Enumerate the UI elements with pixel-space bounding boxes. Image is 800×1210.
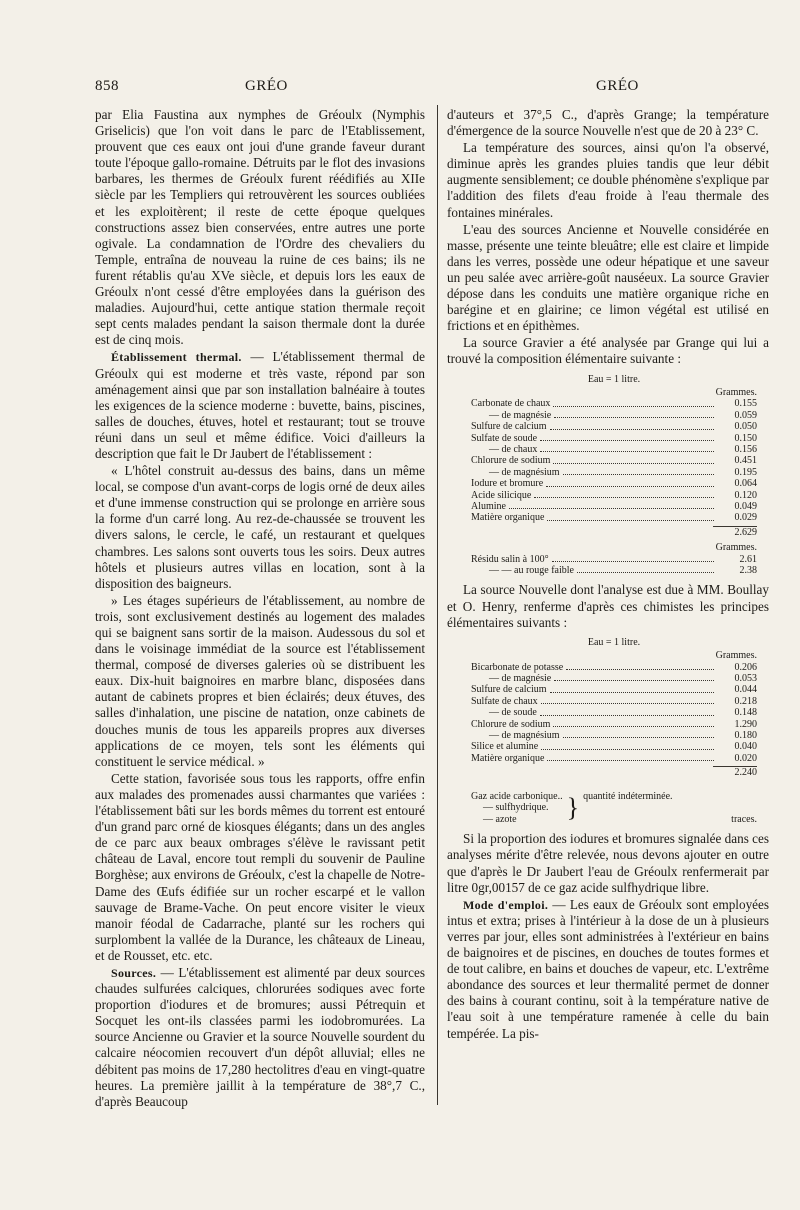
paragraph: Cette station, favorisée sous tous les rapports, offre enfin aux malades des promenades aussi charmantes que variées : l'établissement bâti sur les bords mêmes du torrent est entouré d'un grand parc orné de kiosques élégants; dans un des angles de ce parc aux beaux ombrages s'élève le ravissant petit château de Laval, encore tout rempli du souvenir de Pauline Borghèse; aux environs de Gréoulx, c'est la chapelle de Notre-Dame des Œufs édifiée sur un rocher escarpé et le vallon sauvage de Brame-Vache. On peut encore visiter le vieux manoir féodal de Cadarrache, planté sur les rochers qui surplombent la vallée de la Durance, les châteaux de Lineau, et de Rousset, etc. etc. [95,770,425,963]
table-cell-name: — de magnésie [489,672,552,684]
page-number: 858 [95,78,119,94]
table-row [471,730,757,741]
leader-dots [552,561,714,562]
table-row [471,490,757,501]
table-cell-name: Chlorure de sodium [471,718,551,730]
table-cell-value: 0.180 [734,729,757,741]
table-unit: Grammes. [715,650,757,662]
column-divider [437,105,438,1105]
table-cell-name: — de chaux [489,443,538,455]
paragraph: La source Nouvelle dont l'analyse est due à MM. Boullay et O. Henry, renferme d'après ces chimistes les principes élémentaires suivants : [447,582,769,630]
table-cell-name: Matière organique [471,752,545,764]
right-running-title: GRÉO [596,78,639,94]
table-cell-value: 0.218 [734,695,757,707]
table-cell-value: 2.61 [739,553,757,565]
table-unit: Grammes. [715,386,757,398]
table-row [471,398,757,409]
table-cell-name: Sulfure de calcium [471,684,547,696]
section-heading: Établissement thermal. [111,350,242,365]
table-cell-name: Sulfate de chaux [471,695,538,707]
table-row [471,512,757,523]
table-unit: Grammes. [715,542,757,554]
leader-dots [553,726,714,727]
paragraph: La source Gravier a été analysée par Grange qui lui a trouvé la composition élémentaire suivante : [447,335,769,367]
table-row [471,444,757,455]
table-cell-name: Résidu salin à 100° [471,553,549,565]
leader-dots [553,406,714,407]
table-total: 2.629 [713,526,757,538]
right-column [447,107,769,1042]
table-row [471,719,757,730]
table-cell-name: Alumine [471,500,506,512]
table-cell-value: 0.059 [734,409,757,421]
analysis-table-gravier [471,374,757,577]
leader-dots [541,749,714,750]
table-row [471,410,757,421]
gas-entries [471,791,757,826]
table-row [471,707,757,718]
table-cell-name: Chlorure de sodium [471,455,551,467]
table-cell-name: Acide silicique [471,489,532,501]
section-heading: Mode d'emploi. [463,897,549,912]
paragraph: d'auteurs et 37°,5 C., d'après Grange; la température d'émergence de la source Nouvelle n'est que de 20 à 23° C. [447,107,769,139]
table-cell-value: 2.38 [739,565,757,576]
section-heading: Sources. [111,965,157,980]
table-row [471,662,757,673]
table-cell-name: — — au rouge faible [489,565,574,576]
table-row [471,673,757,684]
paragraph: La température des sources, ainsi qu'on l'a observé, diminue après les grandes pluies tandis que leur débit augmente sensiblement; ce double phénomène s'explique par l'addition des filets d'eau froide à l'eau thermale des fontaines minérales. [447,140,769,220]
table-cell-value: 0.020 [734,752,757,764]
paragraph: Mode d'emploi. — Les eaux de Gréoulx sont employées intus et extra; prises à l'intérieur à la dose de un à plusieurs verres par jour, elles sont administrées à l'extérieur en bains de baignoires et de piscines, en douches de toutes formes et de tout calibre, en bains et douches de vapeur, etc. L'extrême abondance des sources et leur thermalité permet de donner des bains à courant continu, soit à la température native de l'eau soit à une température ramenée à celle du bain tempérée. La pis- [447,896,769,1041]
table-row [471,433,757,444]
table-cell-value: 0.195 [734,466,757,478]
gas-note: quantité indéterminée. [583,790,673,802]
table-total: 2.240 [713,766,757,778]
table-cell-name: — de magnésium [489,466,560,478]
table-cell-value: 0.029 [734,512,757,524]
leader-dots [554,680,714,681]
table-cell-name: — de magnésium [489,729,560,741]
gas-note: traces. [731,813,757,825]
table-row [471,455,757,466]
table-row [471,478,757,489]
table-cell-name: Iodure et bromure [471,478,544,490]
paragraph: » Les étages supérieurs de l'établissement, au nombre de trois, sont exclusivement destinés au logement des malades qui se baignent sans sortir de la maison. Audessous du sol et dans le voisinage immédiat de la source est l'établissement thermal, composé de diverses galeries où se distribuent les eaux. Dix-huit baignoires en marbre blanc, disposées dans autant de cabinets propres et bien éclairés; deux étuves, des salles d'inhalation, une piscine de natation, onze cabinets de douches munis de tous les appareils propres aux diverses applications de ce moyen, tels sont les éléments qui constituent le service médical. » [95,592,425,769]
table-cell-value: 0.155 [734,398,757,410]
table-cell-name: Silice et alumine [471,741,539,753]
leader-dots [563,474,714,475]
leader-dots [554,417,714,418]
table-row [471,501,757,512]
analysis-table-nouvelle [471,637,757,826]
leader-dots [540,715,714,716]
table-cell-value: 0.050 [734,421,757,433]
table-cell-name: Bicarbonate de potasse [471,661,564,673]
table-cell-value: 0.150 [734,432,757,444]
leader-dots [550,692,714,693]
gas-name: — sulfhydrique. [483,802,549,814]
table-row [471,753,757,764]
table-cell-value: 0.451 [734,455,757,467]
table-row [471,696,757,707]
leader-dots [540,451,714,452]
table-row [471,741,757,752]
table-row [471,467,757,478]
table-cell-value: 0.040 [734,741,757,753]
table-cell-value: 0.064 [734,478,757,490]
gas-name: Gaz acide carbonique.. [471,790,563,802]
paragraph: Établissement thermal. — L'établissement thermal de Gréoulx qui est moderne et très vaste, répond par son aménagement ainsi que par son installation balnéaire à toutes les exigences de la science moderne : buvette, bains, piscines, salles de douches, étuves, hotel et restaurant; tout se trouve réuni dans un seul et même édifice. Voici d'ailleurs la description que fait le Dr Jaubert de l'établissement : [95,349,425,461]
table-row [471,565,757,576]
leader-dots [563,737,714,738]
table-row [471,421,757,432]
leader-dots [541,703,714,704]
leader-dots [547,760,714,761]
table-caption: Eau = 1 litre. [587,636,641,648]
table-cell-value: 0.156 [734,443,757,455]
leader-dots [534,497,714,498]
table-row [471,684,757,695]
table-cell-value: 0.148 [734,707,757,719]
table-cell-value: 0.120 [734,489,757,501]
leader-dots [577,572,714,573]
table-caption: Eau = 1 litre. [587,373,641,385]
table-cell-value: 0.044 [734,684,757,696]
table-cell-name: — de magnésie [489,409,552,421]
leader-dots [550,429,714,430]
leader-dots [546,486,714,487]
leader-dots [547,520,714,521]
table-cell-value: 0.053 [734,672,757,684]
left-column [95,107,425,1110]
leader-dots [540,440,714,441]
table-cell-name: — de soude [489,707,537,719]
brace: } [566,792,580,822]
table-cell-name: Carbonate de chaux [471,398,551,410]
table-cell-name: Sulfure de calcium [471,421,547,433]
table-cell-value: 0.206 [734,661,757,673]
paragraph: Si la proportion des iodures et bromures signalée dans ces analyses mérite d'être relevée, nous devons ajouter en outre que d'après le Dr Jaubert l'eau de Gréoulx renfermerait par litre 0gr,00157 de ce gaz acide sulfhydrique libre. [447,831,769,895]
gas-name: — azote [483,813,517,825]
paragraph: par Elia Faustina aux nymphes de Gréoulx (Nymphis Griselicis) que l'on voit dans le parc de l'Etablissement, prouvent que ces eaux ont joui d'une grande faveur durant toute l'époque gallo-romaine. Détruits par le flot des invasions barbares, les thermes de Gréoulx furent réédifiés au XIIe siècle par les Templiers qui retrouvèrent les sources oubliées et les exploitèrent; il reste de cette époque quelques constructions assez bien conservées, entre autres une porte ogivale. La condamnation de l'Ordre des chevaliers du Temple, entraîna de nouveau la ruine de ces bains; ils ne furent rétablis qu'au XVe siècle, et depuis lors les eaux de Gréoulx n'ont cessé d'être employées dans la guérison des maladies. Aujourd'hui, cette antique station thermale reçoit sept cents malades pendant la saison thermale dont la durée est de cinq mois. [95,107,425,348]
paragraph: Sources. — L'établissement est alimenté par deux sources chaudes sulfurées calciques, chlorurées sodiques avec forte proportion d'iodures et de bromures; aussi Pétrequin et Socquet les ont-ils classées parmi les iodobromurées. La source Ancienne ou Gravier et la source Nouvelle sourdent du calcaire néocomien recouvert d'un dépôt alluvial; elles ne débitent pas moins de 17,280 hectolitres d'eau en vingt-quatre heures. La première jaillit à la température de 38°,7 C., d'après Beaucoup [95,964,425,1109]
table-cell-value: 1.290 [734,718,757,730]
paragraph: « L'hôtel construit au-dessus des bains, dans un même local, se compose d'un avant-corps de logis orné de deux ailes et d'une immense construction qui se prolonge en arrière sous la forme d'un carré long. Au rez-de-chaussée se trouvent les divers salons, le cercle, le café, un restaurant et quelques chambres. Les salons sont ouverts tous les soirs. Deux autres hôtels et plusieurs autres villas en location, sont à la disposition des baigneurs. [95,463,425,591]
left-running-title: GRÉO [245,78,288,94]
table-row [471,554,757,565]
leader-dots [566,669,714,670]
table-cell-name: Matière organique [471,512,545,524]
leader-dots [509,508,714,509]
table-cell-value: 0.049 [734,500,757,512]
leader-dots [553,463,714,464]
table-cell-name: Sulfate de soude [471,432,538,444]
paragraph: L'eau des sources Ancienne et Nouvelle considérée en masse, présente une teinte bleuâtre; elle est claire et limpide dans les verres, possède une odeur hépatique et une saveur un peu salée avec arrière-goût nauséeux. La source Gravier dépose dans les conduits une matière organique riche en barégine et en glairine; ce limon végétal est utilisé en frictions et en épithèmes. [447,221,769,334]
